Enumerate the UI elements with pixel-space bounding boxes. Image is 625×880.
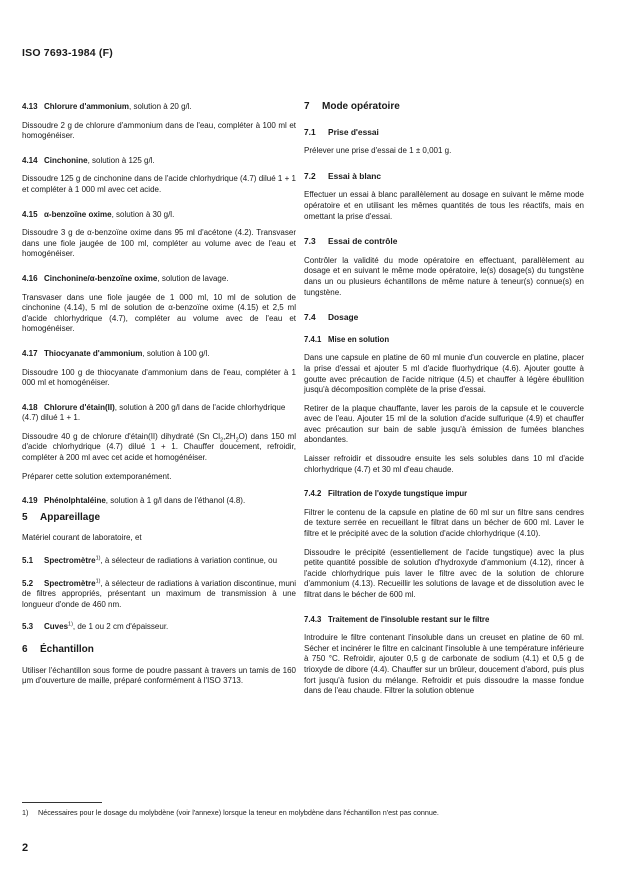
footnote-text: Nécessaires pour le dosage du molybdène (voir l'annexe) lorsque la teneur en molybdène dans l'échantillon n'est pas connue. [38,808,439,817]
paragraph: Transvaser dans une fiole jaugée de 1 000 ml, 10 ml de solution de cinchonine (4.14), 5 ml de solution de α-benzoïne oxime (4.15) et 2,5 ml d'acide chlorhydrique (4.7), compléter au volume avec de l'eau et homogénéiser. [22,292,296,334]
section-title: Spectromètre [44,556,96,566]
paragraph: Dissoudre 3 g de α-benzoïne oxime dans 95 ml d'acétone (4.2). Transvaser dans une fiole jaugée de 100 ml, compléter au volume avec de l'eau et homogénéiser. [22,228,296,259]
section-title-rest: , solution à 100 g/l. [142,348,210,358]
section-7-1 [304,127,584,157]
section-number: 7.4.1 [304,334,322,344]
section-number: 7.3 [304,236,316,247]
section-title: Essai à blanc [328,170,382,181]
footnote-divider [22,802,102,803]
paragraph: Préparer cette solution extemporanément. [22,471,172,481]
section-4-16 [22,274,296,335]
paragraph: Introduire le filtre contenant l'insoluble dans un creuset en platine de 60 ml. Sécher et incinérer le filtre en calcinant l'insoluble à une température inférieure à 750 °C. Refroidir, ajouter 0,5 g de carbonate de sodium (4.1) et 0,5 g de trioxyde de dibore (4.4). Chauffer sur un brûleur, doucement d'abord, puis plus fort jusqu'à fusion du mélange. Refroidir et puis dissoudre la masse fondue dans de l'eau chaude. Filtrer la solution obtenue [304,633,584,696]
paragraph: Dissoudre 40 g de chlorure d'étain(II) dihydraté (Sn $Cl_2,2H_2O$) dans 150 ml d'acide chlorhydrique (4.7) dilué 1 + 1. Chauffer doucement, refroidir, compléter à 200 ml avec cet acide et homogénéiser. [22,431,296,463]
paragraph: Contrôler la validité du mode opératoire en effectuant, parallèlement au dosage et en suivant le même mode opératoire, le(s) dosage(s) du tungstène dans un ou plusieurs échantillons de même nature à teneur(s) connue(s) en tungstène. [304,255,584,297]
section-5 [22,513,296,544]
section-6 [22,645,296,687]
section-title-rest: , solution de lavage. [157,273,229,283]
section-number: 7.4.2 [304,489,322,499]
paragraph: Utiliser l'échantillon sous forme de poudre passant à travers un tamis de 160 μm d'ouverture de maille, préparé conformément à l'ISO 3713. [22,665,296,686]
footnote-number: 1) [22,808,29,817]
paragraph: Matériel courant de laboratoire, et [22,533,142,543]
section-title: Traitement de l'insoluble restant sur le filtre [328,614,490,624]
paragraph: Dans une capsule en platine de 60 ml munie d'un couvercle en platine, placer la prise d'essai et ajouter 5 ml d'acide fluorhydrique (4.6). Ajouter goutte à goutte avec précaution de l'acide nitrique (4.5) et chauffer à légère ébullition jusqu'à décomposition complète de la prise d'essai. [304,353,584,395]
section-4-17 [22,349,296,389]
page-number: 2 [22,842,29,854]
section-number: 4.16 [22,273,38,283]
section-number: 4.18 [22,402,38,412]
section-title: Cinchonine/α-benzoïne oxime [44,273,158,283]
paragraph: Dissoudre 100 g de thiocyanate d'ammonium dans de l'eau, compléter à 1 000 ml et homogénéiser. [22,367,296,388]
paragraph: Dissoudre le précipité (essentiellement de l'acide tungstique) avec la plus petite quantité possible de solution d'hydroxyde d'ammonium (4.12), rincer à l'acide chlorhydrique puis laver le filtre avec de la solution de chlorure d'ammonium (4.13). Recueillir les solutions de lavage et de dissolution avec le filtrat dans le bécher de 600 ml. [304,547,584,599]
section-4-19 [22,496,296,507]
section-title: Essai de contrôle [328,236,398,247]
section-title-rest: , solution à 200 g/l dans de l'acide chlorhydrique (4.7) dilué 1 + 1. [22,402,286,423]
section-title: Chlorure d'ammonium [44,102,130,111]
section-5-3: 5.3 Cuves$^{1)}$, de 1 ou 2 cm d'épaisseur. [22,621,169,632]
section-number: 4.14 [22,155,38,165]
section-4-13 [22,102,296,142]
footnote-ref: 1) [95,577,101,584]
section-number: 7.4.3 [304,614,322,624]
standard-reference: ISO 7693-1984 (F) [22,47,113,59]
footnote-ref: 1) [68,621,73,628]
section-number: 4.17 [22,348,38,358]
section-title: Échantillon [40,644,94,655]
paragraph: Filtrer le contenu de la capsule en platine de 60 ml sur un filtre sans cendres de texture serrée en recueillant le filtrat dans un bécher de 600 ml. Laver le filtre et le précipité avec de la solution d'acide chlorhydrique (4.10). [304,507,584,539]
section-number: 4.19 [22,496,38,506]
section-7-3 [304,236,584,298]
section-title: α-benzoïne oxime [44,209,112,219]
section-title-rest: , solution à 20 g/l. [129,102,192,111]
paragraph: Laisser refroidir et dissoudre ensuite les sels solubles dans 10 ml d'acide chlorhydrique (4.7) et 30 ml d'eau chaude. [304,454,584,474]
section-number: 6 [22,644,28,655]
section-number: 5.1 [22,556,34,566]
section-number: 4.15 [22,209,38,219]
section-number: 4.13 [22,102,38,111]
section-number: 5.2 [22,578,34,588]
paragraph: Dissoudre 2 g de chlorure d'ammonium dans de l'eau, compléter à 100 ml et homogénéiser. [22,120,296,141]
section-4-15 [22,210,296,260]
paragraph: Effectuer un essai à blanc parallèlement au dosage en suivant le même mode opératoire et en utilisant les mêmes quantités de tous les réactifs, mais en omettant la prise d'essai. [304,190,584,221]
section-7-4-1 [304,335,584,476]
section-title-rest: , solution à 30 g/l. [111,209,175,219]
section-title: Cinchonine [44,155,88,165]
section-5-2: 5.2 Spectromètre$^{1)}$, à sélecteur de radiations à variation discontinue, muni de filtres appropriés, présentant un maximum de transmission à une longueur d'onde de 460 nm. [22,577,296,609]
section-7-4-heading: 7.4 Dosage [304,312,359,323]
section-title: Appareillage [40,511,101,523]
footnote-ref: 1) [95,555,101,562]
left-column [22,102,296,701]
section-number: 5.3 [22,622,34,632]
section-4-14 [22,156,296,196]
paragraph: Retirer de la plaque chauffante, laver les parois de la capsule et le couvercle avec de l'eau. Ajouter 15 ml de la solution d'acide sulfurique (4.9) et chauffer avec précaution sur bain de sable jusqu'à émission de fumées blanches abondantes. [304,403,584,445]
section-5-1: 5.1 Spectromètre$^{1)}$, à sélecteur de radiations à variation continue, ou [22,555,278,566]
section-title: Chlorure d'étain(II) [44,402,115,412]
section-number: 7.1 [304,126,316,137]
footnote [22,808,602,817]
section-number: 5 [22,511,28,523]
section-7-4-3 [304,615,584,697]
section-title: Phénolphtaléine [44,496,106,506]
section-number: 7.2 [304,170,316,181]
section-title: Spectromètre [44,578,96,588]
section-7-heading: 7 Mode opératoire [304,101,400,112]
paragraph: Prélever une prise d'essai de 1 ± 0,001 g. [304,146,452,156]
section-4-18 [22,403,296,483]
paragraph: Dissoudre 125 g de cinchonine dans de l'acide chlorhydrique (4.7) dilué 1 + 1 et compléter à 1 000 ml avec cet acide. [22,174,296,194]
section-title-rest: , solution à 125 g/l. [87,155,155,165]
section-title: Filtration de l'oxyde tungstique impur [328,489,468,499]
right-column [304,102,584,697]
section-title: Thiocyanate d'ammonium [44,348,143,358]
section-7-2 [304,171,584,222]
section-title: Cuves [44,622,69,632]
section-title-rest: , solution à 1 g/l dans de l'éthanol (4.8). [105,496,246,506]
section-title: Prise d'essai [328,126,379,137]
section-7-4-2 [304,489,584,600]
section-title: Mise en solution [328,334,390,344]
